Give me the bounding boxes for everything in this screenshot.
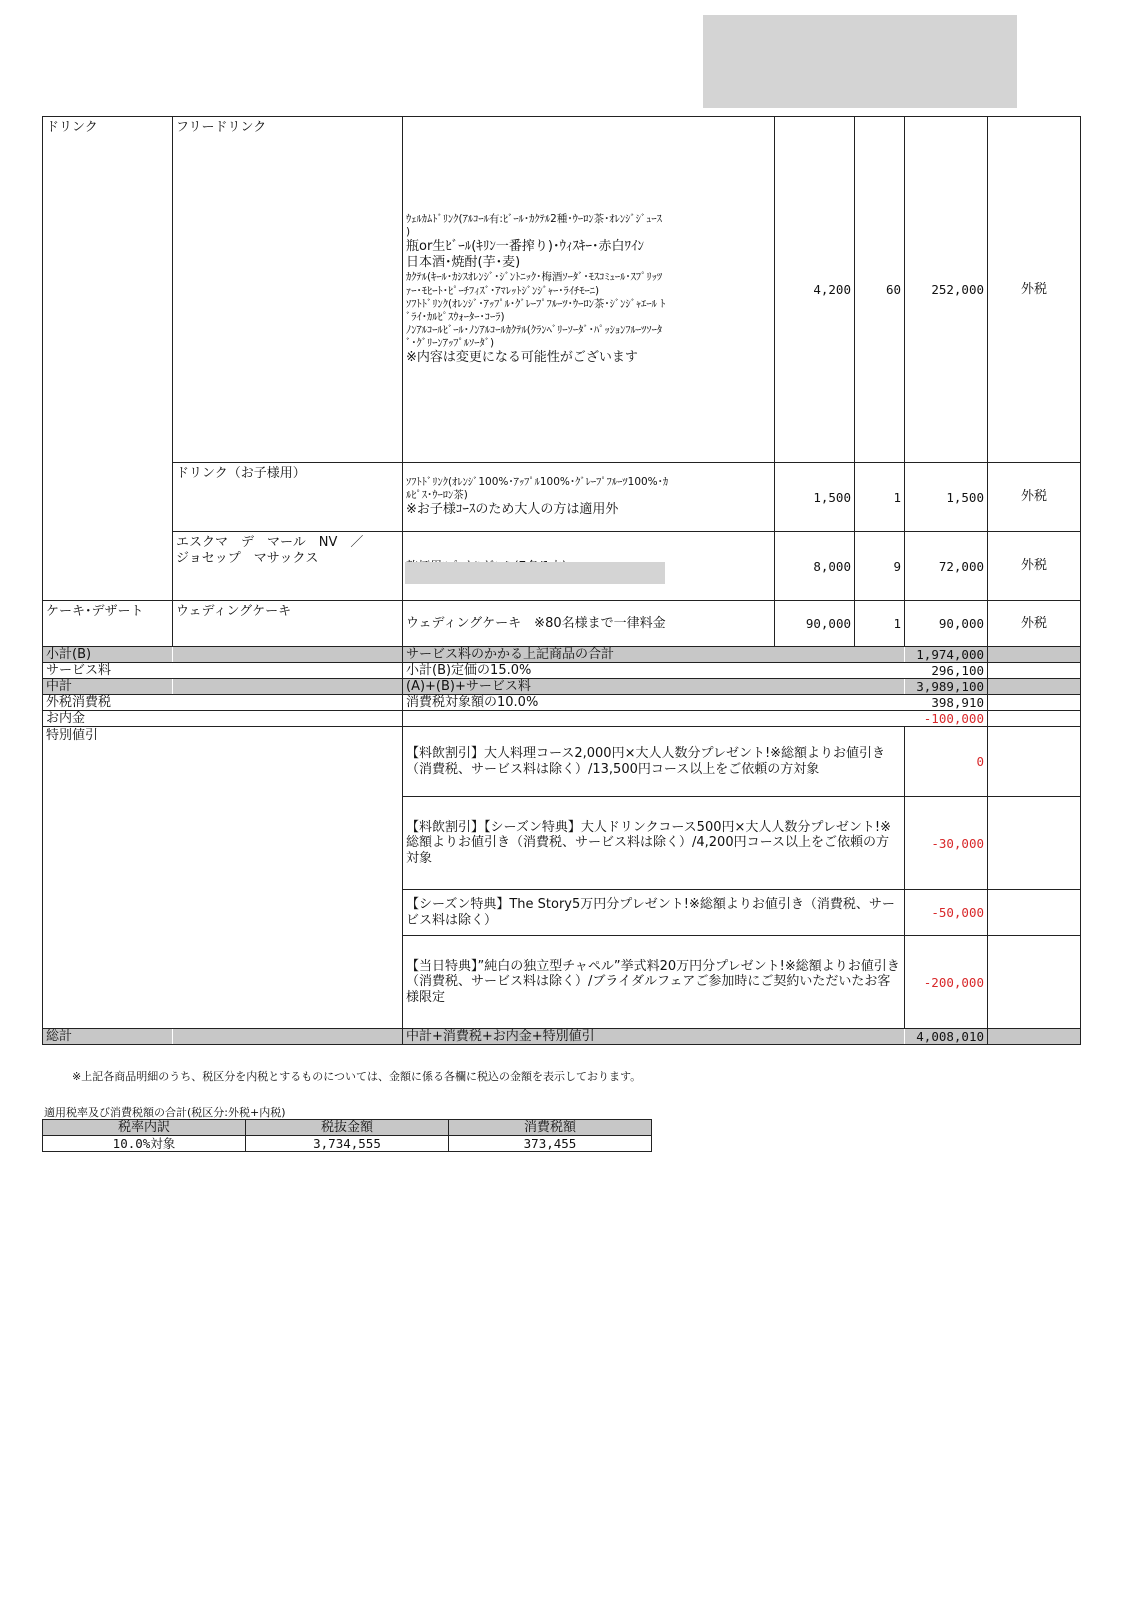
service-charge-row [43,663,1081,679]
desc-line: 日本酒･焼酎(芋･麦) [406,255,521,271]
discount-amount: -30,000 [905,797,988,890]
summary-amount: 1,974,000 [905,647,988,663]
column-header: 税率内訳 [43,1120,246,1136]
desc-line: ｿﾌﾄﾄﾞﾘﾝｸ(ｵﾚﾝｼﾞ100%･ｱｯﾌﾟﾙ100%･ｸﾞﾚｰﾌﾟﾌﾙｰﾂ100%･ｶ [406,475,669,488]
summary-desc: (A)+(B)+サービス料 [403,679,905,695]
summary-desc: 中計+消費税+お内金+特別値引 [403,1029,905,1045]
discount-row [43,727,1081,797]
discount-amount: -200,000 [905,936,988,1029]
grand-total-row [43,1029,1081,1045]
redacted-area-top [703,15,1017,108]
column-header: 消費税額 [449,1120,652,1136]
item-name: ドリンク（お子様用） [173,463,403,532]
desc-line: ※内容は変更になる可能性がございます [406,350,638,366]
tax-footnote: ※上記各商品明細のうち、税区分を内税とするものについては、金額に係る各欄に税込の金額を表示しております。 [72,1070,642,1083]
column-header: 税抜金額 [246,1120,449,1136]
item-name-line: ジョセップ マサックス [176,550,319,566]
summary-label: 総計 [43,1029,173,1045]
line-item-wedding-cake [43,601,1081,647]
summary-amount: 296,100 [905,663,988,679]
category-drink: ドリンク [43,117,173,601]
amount: 1,500 [905,463,988,532]
summary-amount: 398,910 [905,695,988,711]
amount: 252,000 [905,117,988,463]
desc-line: ｳｪﾙｶﾑﾄﾞﾘﾝｸ(ｱﾙｺｰﾙ有:ﾋﾞｰﾙ･ｶｸﾃﾙ2種･ｳｰﾛﾝ茶･ｵﾚﾝｼﾞｼﾞｭｰｽ [406,212,662,225]
desc-line: ｿﾌﾄﾄﾞﾘﾝｸ(ｵﾚﾝｼﾞ･ｱｯﾌﾟﾙ･ｸﾞﾚｰﾌﾟﾌﾙｰﾂ･ｳｰﾛﾝ茶･ｼﾞﾝｼﾞｬｴｰﾙ ﾄ [406,297,666,310]
tax-type: 外税 [988,463,1081,532]
discount-amount: 0 [905,727,988,797]
desc-line: ｶｸﾃﾙ(ｷｰﾙ･ｶｼｽｵﾚﾝｼﾞ･ｼﾞﾝﾄﾆｯｸ･梅酒ｿｰﾀﾞ･ﾓｽｺﾐｭｰﾙ･ｽﾌﾟﾘｯﾂ [406,271,663,284]
midtotal-row [43,679,1081,695]
quantity: 60 [855,117,905,463]
line-item-free-drink [43,117,1081,463]
line-item-kids-drink [43,463,1081,532]
tax-rate-cell: 10.0%対象 [43,1136,246,1152]
unit-price: 90,000 [775,601,855,647]
discount-desc: 【料飲割引】【シーズン特典】大人ドリンクコース500円×大人人数分プレゼント!※総額よりお値引き（消費税、サービス料は除く）/4,200円コース以上をご依頼の方対象 [403,797,905,890]
summary-label: 外税消費税 [43,695,173,711]
tax-amount-cell: 373,455 [449,1136,652,1152]
desc-line: ｧｰ･ﾓﾋｰﾄ･ﾋﾟｰﾁﾌｨｽﾞ･ｱﾏﾚｯﾄｼﾞﾝｼﾞｬｰ･ﾗｲﾁﾓｰﾆ) [406,284,600,297]
summary-label: 中計 [43,679,173,695]
desc-line: 瓶or生ﾋﾞｰﾙ(ｷﾘﾝ一番搾り)･ｳｨｽｷｰ･赤白ﾜｲﾝ [406,238,644,254]
desc-line: ) [406,225,411,238]
deposit-row [43,711,1081,727]
summary-label: 小計(B) [43,647,173,663]
desc-line: ﾉﾝｱﾙｺｰﾙﾋﾞｰﾙ･ﾉﾝｱﾙｺｰﾙｶｸﾃﾙ(ｸﾗﾝﾍﾞﾘｰｿｰﾀﾞ･ﾊﾟｯｼｮﾝﾌﾙｰﾂｿｰﾀ [406,323,663,336]
quantity: 1 [855,601,905,647]
item-description: ウェディングケーキ ※80名様まで一律料金 [403,601,775,647]
summary-amount: 4,008,010 [905,1029,988,1045]
discount-desc: 【当日特典】”純白の独立型チャペル”挙式料20万円分プレゼント!※総額よりお値引き（消費税、サービス料は除く）/ブライダルフェアご参加時にご契約いただいたお客様限定 [403,936,905,1029]
amount: 72,000 [905,532,988,601]
summary-desc [403,711,905,727]
desc-line: ﾞ･ｸﾞﾘｰﾝｱｯﾌﾟﾙｿｰﾀﾞ) [406,337,495,349]
amount: 90,000 [905,601,988,647]
summary-amount: 3,989,100 [905,679,988,695]
summary-desc: 消費税対象額の10.0% [403,695,905,711]
desc-line: ﾞﾗｲ･ｶﾙﾋﾟｽｳｫｰﾀｰ･ｺｰﾗ) [406,310,505,323]
tax-type: 外税 [988,117,1081,463]
discount-desc: 【料飲割引】大人料理コース2,000円×大人人数分プレゼント!※総額よりお値引き（消費税、サービス料は除く）/13,500円コース以上をご依頼の方対象 [403,727,905,797]
tax-summary-header [43,1120,652,1136]
item-name: ウェディングケーキ [173,601,403,647]
discount-desc: 【シーズン特典】The Story5万円分プレゼント!※総額よりお値引き（消費税、サービス料は除く） [403,890,905,936]
summary-amount: -100,000 [905,711,988,727]
summary-label: お内金 [43,711,173,727]
subtotal-b-row [43,647,1081,663]
pre-tax-amount-cell: 3,734,555 [246,1136,449,1152]
item-name-line: エスクマ デ マール NV ／ [176,535,364,550]
tax-summary-table [42,1119,652,1152]
item-description [403,463,775,532]
quantity: 9 [855,532,905,601]
special-discount-label: 特別値引 [43,727,403,1029]
category-cake-dessert: ケーキ･デザート [43,601,173,647]
tax-type: 外税 [988,532,1081,601]
item-name: フリードリンク [173,117,403,463]
item-description [403,117,775,463]
unit-price: 8,000 [775,532,855,601]
redacted-area-middle [405,562,665,584]
consumption-tax-row [43,695,1081,711]
discount-amount: -50,000 [905,890,988,936]
desc-line: ﾙﾋﾟｽ･ｳｰﾛﾝ茶) [406,488,468,501]
tax-summary-title: 適用税率及び消費税額の合計(税区分:外税+内税) [44,1106,286,1119]
unit-price: 4,200 [775,117,855,463]
quantity: 1 [855,463,905,532]
summary-desc: 小計(B)定価の15.0% [403,663,905,679]
desc-line: ※お子様ｺｰｽのため大人の方は適用外 [406,502,619,517]
tax-type: 外税 [988,601,1081,647]
summary-desc: サービス料のかかる上記商品の合計 [403,647,905,663]
tax-summary-row [43,1136,652,1152]
unit-price: 1,500 [775,463,855,532]
summary-label: サービス料 [43,663,173,679]
item-name [173,532,403,601]
